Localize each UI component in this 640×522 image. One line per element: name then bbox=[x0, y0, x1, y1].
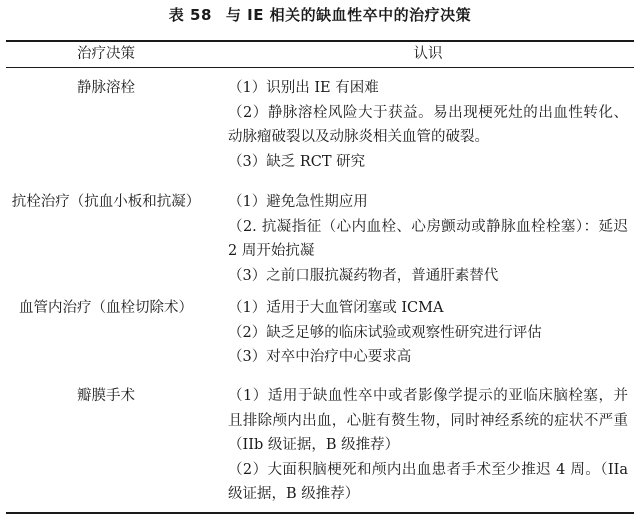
header-rule bbox=[6, 67, 634, 68]
row-label: 血管内治疗（血栓切除术） bbox=[19, 300, 193, 316]
row-item: （2）缺乏足够的临床试验或观察性研究进行评估 bbox=[228, 324, 542, 341]
table-number: 表 58 bbox=[168, 6, 212, 24]
table-title: 与 IE 相关的缺血性卒中的治疗决策 bbox=[225, 6, 472, 24]
bottom-rule bbox=[6, 512, 634, 514]
row-item: （3）对卒中治疗中心要求高 bbox=[228, 349, 412, 365]
row-item: （1）避免急性期应用 bbox=[228, 194, 368, 210]
row-item: （2. 抗凝指征（心内血栓、心房颤动或静脉血栓栓塞）：延迟 2 周开始抗凝 bbox=[228, 218, 628, 259]
row-item: （1）适用于缺血性卒中或者影像学提示的亚临床脑栓塞，并且排除颅内出血，心脏有赘生物，同时神经系统的症状不严重（IIb 级证据，B 级推荐） bbox=[228, 388, 628, 453]
top-rule bbox=[6, 40, 634, 42]
table-caption bbox=[0, 4, 640, 25]
header-understanding: 认识 bbox=[413, 46, 443, 62]
row-label: 抗栓治疗（抗血小板和抗凝） bbox=[11, 194, 201, 210]
row-label: 瓣膜手术 bbox=[77, 388, 135, 404]
row-item: （2）大面积脑梗死和颅内出血患者手术至少推迟 4 周。（IIa 级证据，B 级推荐） bbox=[228, 461, 628, 502]
header-decision: 治疗决策 bbox=[77, 46, 135, 62]
row-item: （1）适用于大血管闭塞或 ICMA bbox=[228, 300, 444, 316]
row-label: 静脉溶栓 bbox=[77, 80, 135, 96]
row-item: （3）之前口服抗凝药物者，普通肝素替代 bbox=[228, 267, 499, 284]
row-item: （2）静脉溶栓风险大于获益。易出现梗死灶的出血性转化、动脉瘤破裂以及动脉炎相关血管的破裂。 bbox=[228, 104, 628, 145]
row-item: （3）缺乏 RCT 研究 bbox=[228, 153, 366, 170]
row-item: （1）识别出 IE 有困难 bbox=[228, 80, 379, 96]
